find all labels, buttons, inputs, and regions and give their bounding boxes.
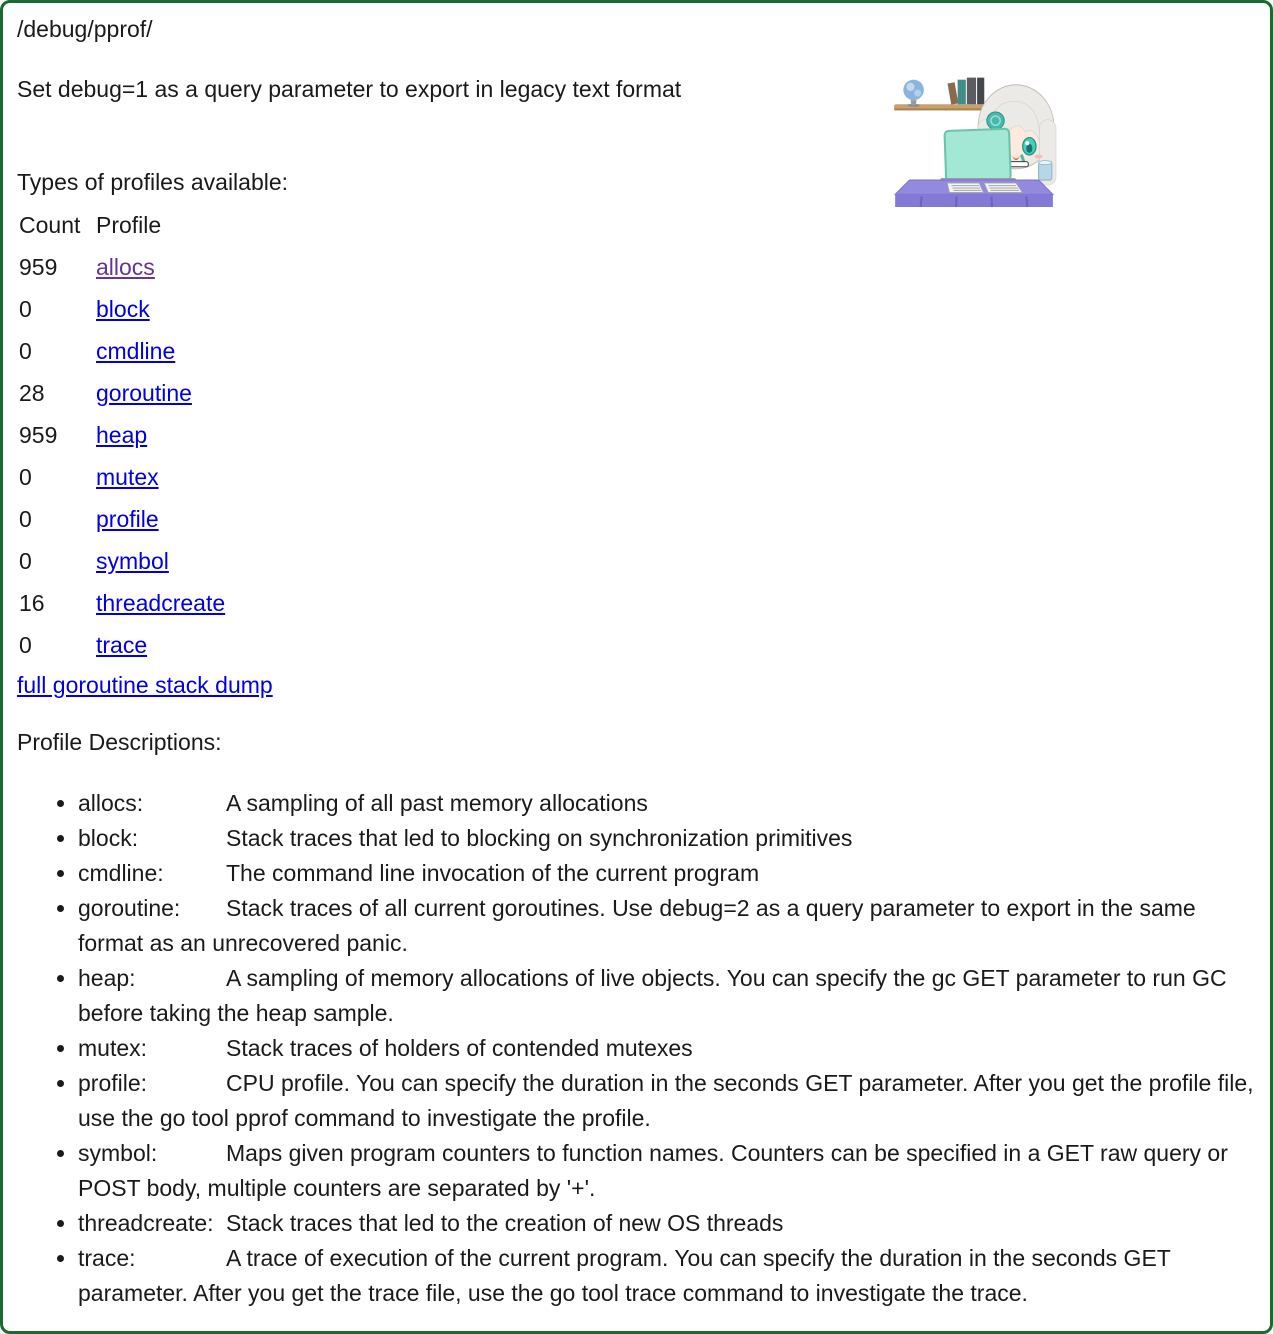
- chibi-girl-at-laptop-illustration: [889, 63, 1057, 207]
- profile-name-label: threadcreate:: [78, 1210, 214, 1236]
- profile-name-label: goroutine:: [78, 895, 181, 921]
- table-row: [19, 542, 225, 582]
- table-row: [19, 290, 225, 330]
- profile-link-heap[interactable]: heap: [96, 422, 148, 448]
- list-item-trace: [78, 1241, 1256, 1311]
- profile-name-label: block:: [78, 825, 139, 851]
- list-item-mutex: [78, 1031, 1256, 1066]
- subtitle-text: Set debug=1 as a query parameter to export in legacy text format: [17, 76, 682, 102]
- profile-name-label: heap:: [78, 965, 136, 991]
- table-row: [19, 416, 225, 456]
- table-row: [19, 374, 225, 414]
- profile-count: 0: [19, 338, 32, 364]
- types-heading: Types of profiles available:: [17, 169, 289, 195]
- profile-description: A sampling of all past memory allocations: [226, 790, 648, 816]
- table-row: [19, 500, 225, 540]
- chibi-illustration-svg: [889, 63, 1057, 207]
- profile-name-label: trace:: [78, 1245, 136, 1271]
- profiles-table: [17, 204, 227, 668]
- profile-link-profile[interactable]: profile: [96, 506, 159, 532]
- table-row: [19, 626, 225, 666]
- list-item-block: [78, 821, 1256, 856]
- profile-link-mutex[interactable]: mutex: [96, 464, 159, 490]
- descriptions-heading: Profile Descriptions:: [17, 729, 222, 755]
- page-title: /debug/pprof/: [17, 16, 153, 42]
- profile-link-goroutine[interactable]: goroutine: [96, 380, 192, 406]
- profile-description: The command line invocation of the current program: [226, 860, 760, 886]
- full-goroutine-stack-dump-link[interactable]: full goroutine stack dump: [17, 672, 273, 698]
- profile-count: 16: [19, 590, 45, 616]
- table-row: [19, 458, 225, 498]
- profile-count: 959: [19, 254, 58, 280]
- profile-name-label: profile:: [78, 1070, 148, 1096]
- table-row: [19, 248, 225, 288]
- profile-link-allocs[interactable]: allocs: [96, 254, 155, 280]
- profile-description: Stack traces that led to blocking on synchronization primitives: [226, 825, 853, 851]
- profile-count: 0: [19, 464, 32, 490]
- profile-count: 28: [19, 380, 45, 406]
- profile-count: 959: [19, 422, 58, 448]
- list-item-symbol: [78, 1136, 1256, 1206]
- profile-description: Maps given program counters to function names. Counters can be specified in a GET raw query or POST body, multiple counters are separated by '+'.: [78, 1140, 1228, 1201]
- table-row: [19, 584, 225, 624]
- list-item-cmdline: [78, 856, 1256, 891]
- profile-description: Stack traces of all current goroutines. Use debug=2 as a query parameter to export in the same format as an unrecovered panic.: [78, 895, 1196, 956]
- list-item-heap: [78, 961, 1256, 1031]
- profile-count: 0: [19, 506, 32, 532]
- table-header-row: [19, 206, 225, 246]
- laptop: [940, 129, 1016, 183]
- profile-link-trace[interactable]: trace: [96, 632, 148, 658]
- profile-description: A trace of execution of the current program. You can specify the duration in the seconds GET parameter. After you get the trace file, use the go tool trace command to investigate the trace.: [78, 1245, 1171, 1306]
- profile-name-label: allocs:: [78, 790, 144, 816]
- count-column-header: Count: [19, 212, 81, 238]
- cup: [1039, 161, 1052, 180]
- profile-link-block[interactable]: block: [96, 296, 150, 322]
- globe-icon: [903, 80, 923, 100]
- profile-link-threadcreate[interactable]: threadcreate: [96, 590, 226, 616]
- hairclip: [987, 112, 1004, 129]
- profile-count: 0: [19, 296, 32, 322]
- list-item-profile: [78, 1066, 1256, 1136]
- books: [948, 78, 985, 105]
- profile-link-symbol[interactable]: symbol: [96, 548, 169, 574]
- table-row: [19, 332, 225, 372]
- profile-description: A sampling of memory allocations of live objects. You can specify the gc GET parameter to run GC before taking the heap sample.: [78, 965, 1227, 1026]
- profile-descriptions-list: [17, 786, 1256, 1311]
- profile-column-header: Profile: [96, 212, 162, 238]
- profile-description: CPU profile. You can specify the duration in the seconds GET parameter. After you get the profile file, use the go tool pprof command to investigate the profile.: [78, 1070, 1254, 1131]
- profile-name-label: symbol:: [78, 1140, 158, 1166]
- profile-name-label: cmdline:: [78, 860, 164, 886]
- profile-count: 0: [19, 632, 32, 658]
- profile-description: Stack traces of holders of contended mutexes: [226, 1035, 693, 1061]
- list-item-allocs: [78, 786, 1256, 821]
- profile-link-cmdline[interactable]: cmdline: [96, 338, 176, 364]
- profile-description: Stack traces that led to the creation of new OS threads: [226, 1210, 784, 1236]
- profile-name-label: mutex:: [78, 1035, 148, 1061]
- list-item-goroutine: [78, 891, 1256, 961]
- list-item-threadcreate: [78, 1206, 1256, 1241]
- profile-count: 0: [19, 548, 32, 574]
